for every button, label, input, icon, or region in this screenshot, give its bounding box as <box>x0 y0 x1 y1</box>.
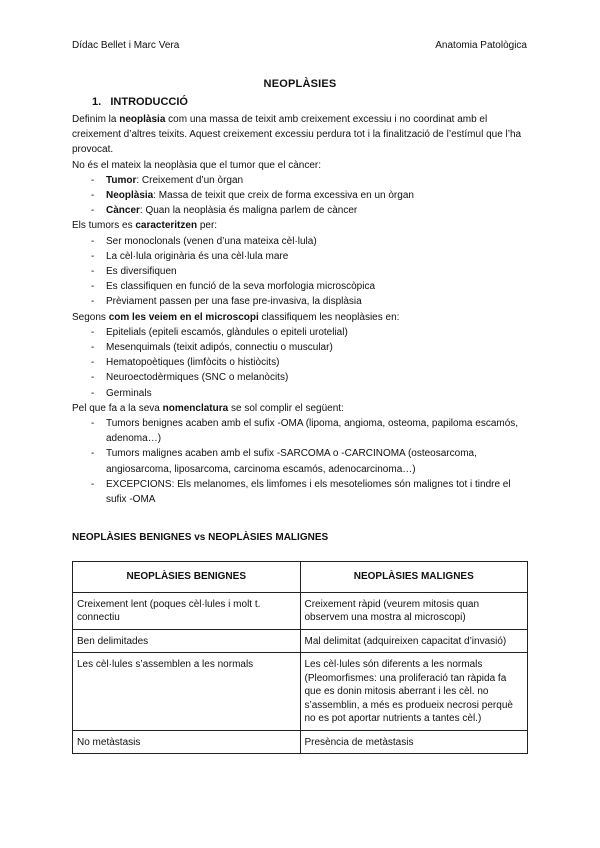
column-header: NEOPLÀSIES MALIGNES <box>300 562 528 593</box>
table-cell: Les cèl·lules s’assemblen a les normals <box>73 653 301 731</box>
list-item: - Prèviament passen per una fase pre-invasiva, la displàsia <box>72 294 528 309</box>
comparison-table <box>72 561 528 754</box>
list-item: - Tumors benignes acaben amb el sufix -OMA (lipoma, angioma, osteoma, papiloma escamós, adenoma…) <box>72 416 528 446</box>
list-item: - La cèl·lula originària és una cèl·lula mare <box>72 249 528 264</box>
list-item: - Es classifiquen en funció de la seva morfologia microscòpica <box>72 279 528 294</box>
definition-text: : Massa de teixit que creix de forma excessiva en un òrgan <box>153 190 414 202</box>
list-item <box>72 188 528 203</box>
list-item: - Epitelials (epiteli escamós, glàndules o epiteli urotelial) <box>72 325 528 340</box>
intro-paragraph <box>72 112 528 158</box>
definition-term: Neoplàsia <box>106 190 154 202</box>
list-item: - Germinals <box>72 386 528 401</box>
table-row <box>73 592 528 629</box>
nomenclature-list <box>72 416 528 507</box>
lead-text: Segons <box>72 311 109 323</box>
header-course: Anatomia Patològica <box>435 40 527 51</box>
intro-text-c: com una massa de teixit amb creixement excessiu i no coordinat amb el creixement d’altres teixits. Aquest creixement excessiu perdura tot i la finalització de l’estímul que l’ha provocat. <box>72 114 522 156</box>
table-cell: No metàstasis <box>73 730 301 754</box>
table-cell: Les cèl·lules són diferents a les normals (Pleomorfismes: una proliferació tan ràpida fa que es donin mitosis aberrant i les cèl. no s’assemblin, a més es produeix necrosi perquè no es pot aportar nutrients a tantes cèl.) <box>300 653 528 731</box>
page-title: NEOPLÀSIES <box>263 78 337 90</box>
definition-text: : Creixement d’un òrgan <box>136 174 244 186</box>
table-cell: Creixement ràpid (veurem mitosis quan observem una mostra al microscopi) <box>300 592 528 629</box>
lead-text: classifiquem les neoplàsies en: <box>258 311 400 323</box>
distinction-paragraph: No és el mateix la neoplàsia que el tumor que el càncer: <box>72 159 322 171</box>
list-item: - Es diversifiquen <box>72 264 528 279</box>
list-item: - Tumors malignes acaben amb el sufix -SARCOMA o -CARCINOMA (osteosarcoma, angiosarcoma, liposarcoma, carcinoma escamós, adenocarcinoma…) <box>72 446 528 476</box>
table-cell: Creixement lent (poques cèl·lules i molt t. connectiu <box>73 592 301 629</box>
list-item: - Mesenquimals (teixit adipós, connectiu o muscular) <box>72 340 528 355</box>
intro-text-a: Definim la <box>72 114 120 125</box>
definition-term: Càncer <box>106 205 140 217</box>
table-cell: Ben delimitades <box>73 629 301 653</box>
table-header-row <box>73 562 528 593</box>
column-header: NEOPLÀSIES BENIGNES <box>73 562 301 593</box>
table-cell: Mal delimitat (adquireixen capacitat d’invasió) <box>300 629 528 653</box>
list-item <box>72 173 528 188</box>
lead-term: nomenclatura <box>162 402 229 414</box>
nomenclature-lead <box>72 401 528 416</box>
characteristics-lead <box>72 218 528 233</box>
intro-term: neoplàsia <box>119 114 166 125</box>
table-row <box>73 730 528 754</box>
section-number: 1. <box>92 96 102 108</box>
body-text <box>72 112 528 507</box>
microscope-list <box>72 325 528 401</box>
table-cell: Presència de metàstasis <box>300 730 528 754</box>
lead-text: per: <box>197 220 218 232</box>
lead-term: com les veiem en el microscopi <box>108 311 259 323</box>
lead-text: se sol complir el següent: <box>228 402 344 414</box>
list-item: - EXCEPCIONS: Els melanomes, els limfomes i els mesoteliomes són malignes tot i tindre el sufix -OMA <box>72 477 528 507</box>
comparison-title: NEOPLÀSIES BENIGNES vs NEOPLÀSIES MALIGNES <box>72 532 329 543</box>
lead-term: caracteritzen <box>135 220 198 232</box>
lead-text: Els tumors es <box>72 220 136 232</box>
list-item: - Ser monoclonals (venen d’una mateixa cèl·lula) <box>72 234 528 249</box>
section-heading <box>92 96 188 108</box>
definition-term: Tumor <box>106 174 137 186</box>
table-row <box>73 653 528 731</box>
definition-list <box>72 173 528 219</box>
lead-text: Pel que fa a la seva <box>72 402 163 414</box>
list-item: - Hematopoètiques (limfòcits o histiòcits) <box>72 355 528 370</box>
definition-text: : Quan la neoplàsia és maligna parlem de càncer <box>139 205 358 217</box>
header-author: Dídac Bellet i Marc Vera <box>72 40 180 51</box>
table-row <box>73 629 528 653</box>
microscope-lead <box>72 310 528 325</box>
characteristics-list <box>72 234 528 310</box>
list-item: - Neuroectodèrmiques (SNC o melanòcits) <box>72 370 528 385</box>
section-title: INTRODUCCIÓ <box>110 96 188 108</box>
list-item <box>72 203 528 218</box>
